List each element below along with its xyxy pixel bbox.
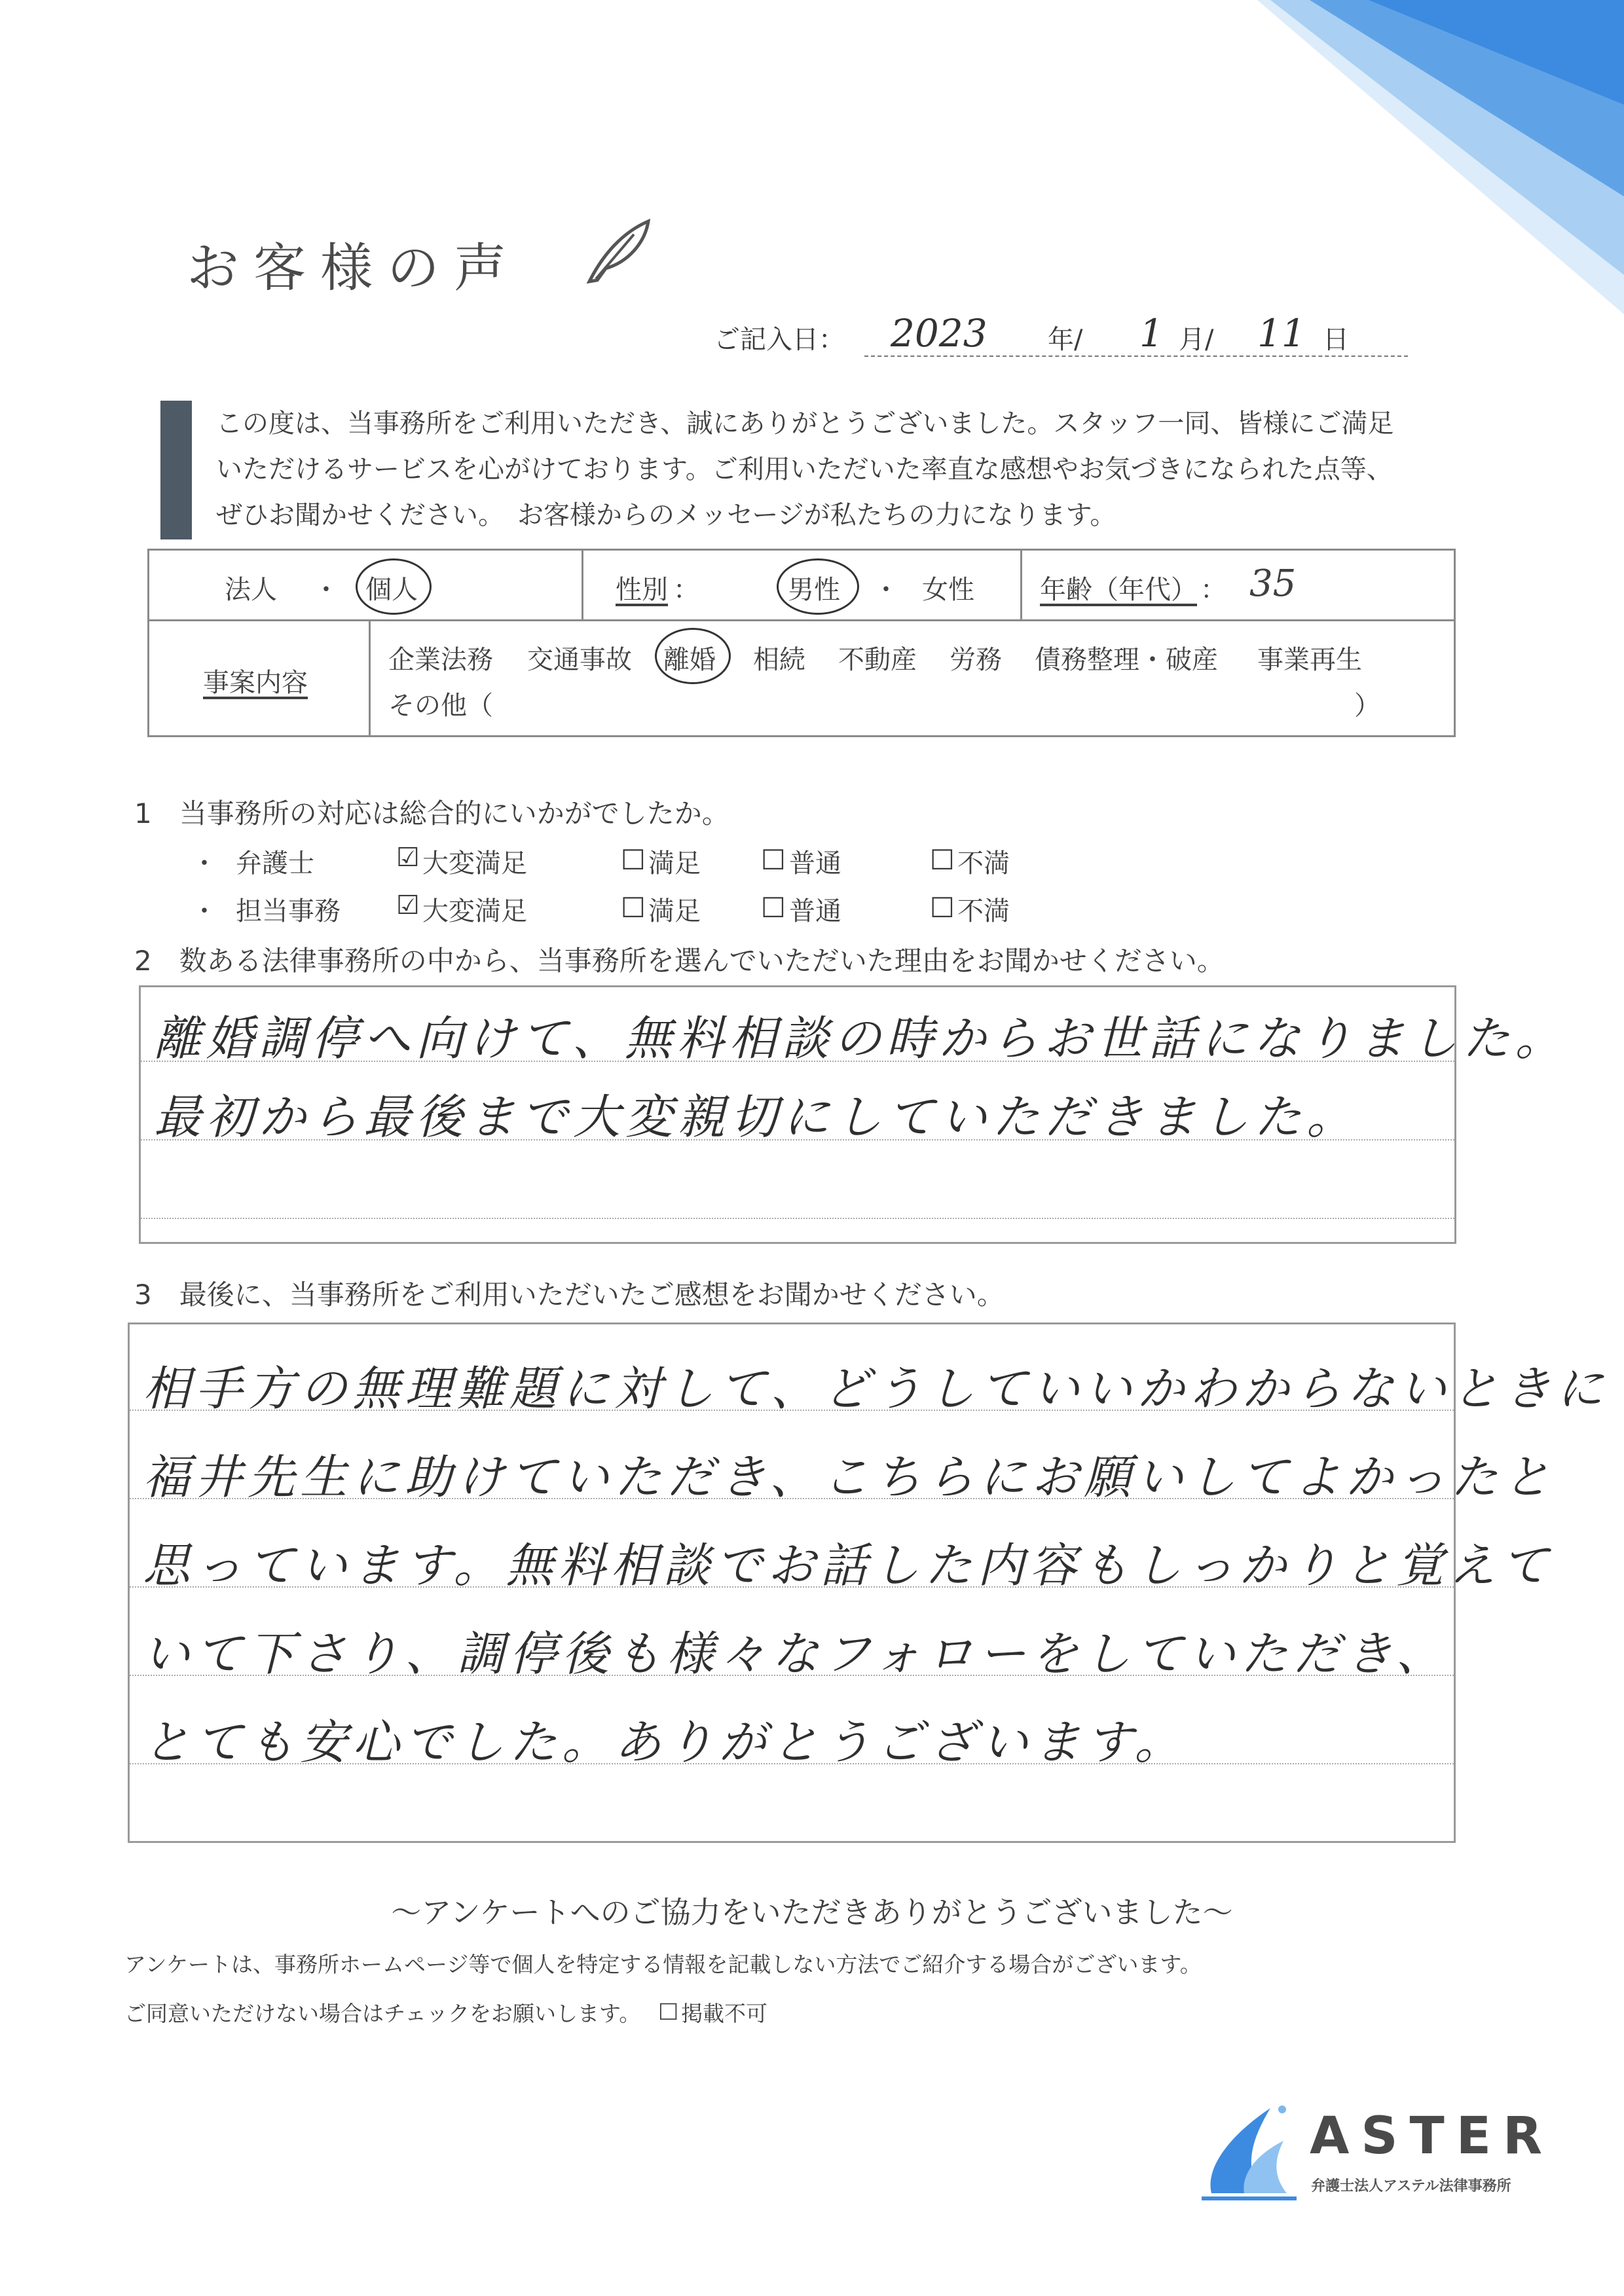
table-divider	[1020, 551, 1022, 619]
date-row	[714, 311, 1369, 357]
date-day: 11	[1257, 311, 1306, 355]
case-divorce[interactable]: 離婚	[663, 645, 716, 675]
q2-answer-line: 離婚調停へ向けて、無料相談の時からお世話になりました。	[154, 1011, 1568, 1066]
table-divider	[149, 619, 1454, 621]
table-divider	[581, 551, 583, 619]
no-publish-label[interactable]: 掲載不可	[681, 2001, 767, 2026]
checkbox-icon[interactable]: □	[761, 890, 786, 920]
q3-answer-line: 相手方の無理難題に対して、どうしていいかわからないときに	[143, 1361, 1609, 1416]
checkbox-icon[interactable]: □	[621, 890, 646, 920]
page-title: お客様の声	[187, 238, 521, 299]
date-label: ご記入日：	[714, 325, 845, 355]
q3-answer-line: 思っています。無料相談でお話した内容もしっかりと覚えて	[143, 1538, 1554, 1593]
case-business[interactable]: 事業再生	[1257, 645, 1362, 675]
date-day-unit: 日	[1323, 325, 1349, 355]
checked-box-icon[interactable]: ☑	[396, 890, 420, 920]
q1-lawyer-normal[interactable]: 普通	[789, 848, 841, 879]
info-table	[147, 549, 1456, 737]
bullet: ・	[191, 848, 217, 879]
q1-row-staff-label: 担当事務	[236, 896, 341, 926]
q2-answer-box[interactable]	[139, 985, 1568, 1244]
case-other-close: ）	[1354, 691, 1380, 721]
table-divider	[369, 619, 371, 735]
date-year-unit: 年/	[1048, 325, 1083, 355]
intro-line: この度は、当事務所をご利用いただき、誠にありがとうございました。スタッフ一同、皆様にご満足	[216, 409, 1394, 439]
consent-note: ご同意いただけない場合はチェックをお願いします。	[124, 2001, 641, 2026]
case-labor[interactable]: 労務	[950, 645, 1002, 675]
colon: ：	[1200, 575, 1227, 605]
age-value[interactable]: 35	[1249, 562, 1297, 605]
corner-decoration	[1257, 0, 1624, 314]
checkbox-icon[interactable]: □	[930, 890, 955, 920]
q1-lawyer-very-satisfied[interactable]: 大変満足	[422, 848, 527, 879]
case-debt[interactable]: 債務整理・破産	[1035, 645, 1218, 675]
case-other[interactable]: その他（	[388, 691, 493, 721]
checkbox-icon[interactable]: □	[930, 843, 955, 873]
aster-logo	[1198, 2095, 1555, 2206]
q3-answer-line: 福井先生に助けていただき、こちらにお願いしてよかったと	[143, 1449, 1556, 1504]
q3-answer-box[interactable]	[128, 1322, 1609, 1843]
q3-answer-line: いて下さり、調停後も様々なフォローをしていただき、	[143, 1626, 1449, 1681]
case-real-estate[interactable]: 不動産	[838, 645, 917, 675]
q1-staff-normal[interactable]: 普通	[789, 896, 841, 926]
date-month-unit: 月/	[1179, 325, 1214, 355]
logo-name: ASTER	[1310, 2107, 1555, 2166]
feather-pen-icon	[583, 216, 655, 288]
logo-subtitle: 弁護士法人アステル法律事務所	[1311, 2178, 1511, 2195]
male-option[interactable]: 男性	[788, 575, 840, 605]
case-corporate[interactable]: 企業法務	[388, 645, 493, 675]
intro-text	[216, 401, 1513, 538]
case-traffic[interactable]: 交通事故	[527, 645, 632, 675]
publication-note: アンケートは、事務所ホームページ等で個人を特定する情報を記載しない方法でご紹介する場合がございます。	[124, 1952, 1202, 1977]
divorce-selected-circle	[655, 628, 731, 684]
intro-line: いただけるサービスを心がけております。ご利用いただいた率直な感想やお気づきになられた点等、	[216, 454, 1393, 484]
ruled-line	[141, 1218, 1454, 1219]
individual-option[interactable]: 個人	[365, 575, 418, 605]
case-label: 事案内容	[203, 668, 308, 698]
thanks-message: ～アンケートへのご協力をいただきありがとうございました～	[391, 1895, 1233, 1930]
dot-separator: ・	[313, 575, 339, 605]
q3-answer-line: とても安心でした。ありがとうございます。	[143, 1715, 1187, 1770]
intro-line: ぜひお聞かせください。 お客様からのメッセージが私たちの力になります。	[216, 500, 1116, 530]
checkbox-icon[interactable]: □	[761, 843, 786, 873]
dot-separator: ・	[873, 575, 899, 605]
q1-question: 1 当事務所の対応は総合的にいかがでしたか。	[134, 797, 729, 829]
aster-logo-icon	[1198, 2095, 1303, 2206]
q1-lawyer-satisfied[interactable]: 満足	[648, 848, 701, 879]
q1-staff-unsatisfied[interactable]: 不満	[957, 896, 1010, 926]
date-month: 1	[1139, 311, 1164, 355]
q2-question: 2 数ある法律事務所の中から、当事務所を選んでいただいた理由をお聞かせください。	[134, 945, 1225, 977]
q2-answer-line: 最初から最後まで大変親切にしていただきました。	[154, 1089, 1359, 1144]
case-inheritance[interactable]: 相続	[753, 645, 805, 675]
gender-label: 性別	[616, 575, 668, 605]
checkbox-icon[interactable]: □	[621, 843, 646, 873]
q1-staff-satisfied[interactable]: 満足	[648, 896, 701, 926]
q1-row-lawyer-label: 弁護士	[236, 848, 314, 879]
individual-selected-circle	[356, 558, 432, 615]
checked-box-icon[interactable]: ☑	[396, 843, 420, 873]
female-option[interactable]: 女性	[922, 575, 974, 605]
date-year: 2023	[891, 311, 987, 355]
intro-accent-bar	[160, 401, 192, 539]
male-selected-circle	[777, 558, 859, 615]
age-label: 年齢（年代）	[1040, 575, 1197, 605]
date-underline	[864, 355, 1408, 357]
q3-question: 3 最後に、当事務所をご利用いただいたご感想をお聞かせください。	[134, 1279, 1005, 1311]
corp-option[interactable]: 法人	[225, 575, 277, 605]
bullet: ・	[191, 896, 217, 926]
colon: ：	[673, 575, 699, 605]
q1-staff-very-satisfied[interactable]: 大変満足	[422, 896, 527, 926]
q1-lawyer-unsatisfied[interactable]: 不満	[957, 848, 1010, 879]
no-publish-checkbox-icon[interactable]: □	[658, 1997, 679, 2022]
